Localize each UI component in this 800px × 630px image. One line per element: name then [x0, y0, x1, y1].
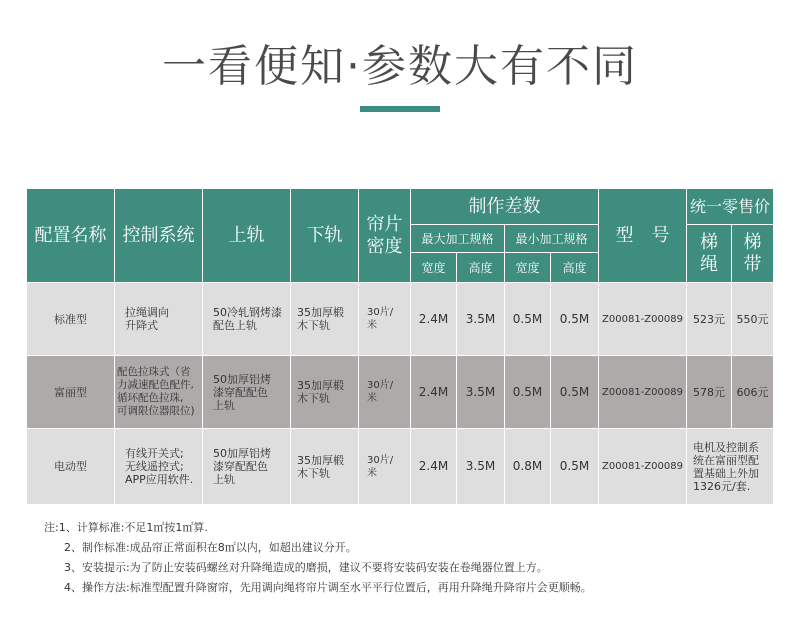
- row-max-height: 3.5M: [457, 283, 505, 356]
- row-control: 拉绳调向 升降式: [115, 283, 203, 356]
- page-title: 一看便知·参数大有不同: [162, 41, 638, 92]
- row-control: 配色拉珠式（省 力减速配色配件, 循环配色拉珠, 可调限位器限位): [115, 356, 203, 429]
- header-max-size: 最大加工规格: [411, 225, 505, 253]
- header-control-system: 控制系统: [115, 189, 203, 283]
- notes-section: [44, 518, 784, 598]
- row-min-height: 0.5M: [551, 356, 599, 429]
- note-3: 3、安装提示:为了防止安装码螺丝对升降绳造成的磨损，建议不要将安装码安装在卷绳器位置上方。: [64, 561, 548, 574]
- header-retail-price: 统一零售价: [687, 189, 774, 225]
- header-model: 型 号: [599, 189, 687, 283]
- header-min-size: 最小加工规格: [505, 225, 599, 253]
- row-price-tape: 606元: [732, 356, 774, 429]
- row-max-height: 3.5M: [457, 356, 505, 429]
- header-slat-density: 帘片密度: [359, 189, 411, 283]
- row-name: 标准型: [27, 283, 115, 356]
- row-upper-rail: 50冷轧钢烤漆 配色上轨: [203, 283, 291, 356]
- header-tolerance: 制作差数: [411, 189, 599, 225]
- row-lower-rail: 35加厚椴 木下轨: [291, 429, 359, 505]
- row-max-width: 2.4M: [411, 283, 457, 356]
- header-min-width: 宽度: [505, 253, 551, 283]
- spec-table: [26, 188, 774, 505]
- row-min-width: 0.5M: [505, 356, 551, 429]
- table-row-electric: [27, 429, 774, 505]
- row-upper-rail: 50加厚铝烤 漆穿配配色 上轨: [203, 429, 291, 505]
- header-min-height: 高度: [551, 253, 599, 283]
- row-min-height: 0.5M: [551, 429, 599, 505]
- row-max-width: 2.4M: [411, 356, 457, 429]
- row-max-width: 2.4M: [411, 429, 457, 505]
- row-price-tape: 550元: [732, 283, 774, 356]
- header-upper-rail: 上轨: [203, 189, 291, 283]
- row-model: Z00081-Z00089: [599, 283, 687, 356]
- row-min-width: 0.5M: [505, 283, 551, 356]
- row-upper-rail: 50加厚铝烤 漆穿配配色 上轨: [203, 356, 291, 429]
- row-model: Z00081-Z00089: [599, 429, 687, 505]
- header-config-name: 配置名称: [27, 189, 115, 283]
- row-density: 30片/ 米: [359, 356, 411, 429]
- header-ladder-tape: 梯带: [732, 225, 774, 283]
- row-price-cord: 578元: [687, 356, 732, 429]
- note-1: 注:1、计算标准:不足1㎡按1㎡算.: [44, 521, 208, 534]
- note-2: 2、制作标准:成品帘正常面积在8㎡以内，如超出建议分开。: [64, 541, 357, 554]
- row-lower-rail: 35加厚椴 木下轨: [291, 283, 359, 356]
- header-max-width: 宽度: [411, 253, 457, 283]
- header-ladder-cord: 梯绳: [687, 225, 732, 283]
- row-min-width: 0.8M: [505, 429, 551, 505]
- note-4: 4、操作方法:标准型配置升降窗帘，先用调向绳将帘片调至水平平行位置后，再用升降绳升降帘片会更顺畅。: [64, 581, 592, 594]
- row-density: 30片/ 米: [359, 283, 411, 356]
- row-price-cord: 523元: [687, 283, 732, 356]
- row-density: 30片/ 米: [359, 429, 411, 505]
- header-lower-rail: 下轨: [291, 189, 359, 283]
- row-max-height: 3.5M: [457, 429, 505, 505]
- row-price-note: 电机及控制系 统在富丽型配 置基础上外加 1326元/套.: [687, 429, 774, 505]
- row-control: 有线开关式; 无线遥控式; APP应用软件.: [115, 429, 203, 505]
- row-name: 富丽型: [27, 356, 115, 429]
- row-min-height: 0.5M: [551, 283, 599, 356]
- header-max-height: 高度: [457, 253, 505, 283]
- row-name: 电动型: [27, 429, 115, 505]
- row-model: Z00081-Z00089: [599, 356, 687, 429]
- title-underline: [360, 106, 440, 112]
- row-lower-rail: 35加厚椴 木下轨: [291, 356, 359, 429]
- table-row-standard: [27, 283, 774, 356]
- table-row-deluxe: [27, 356, 774, 429]
